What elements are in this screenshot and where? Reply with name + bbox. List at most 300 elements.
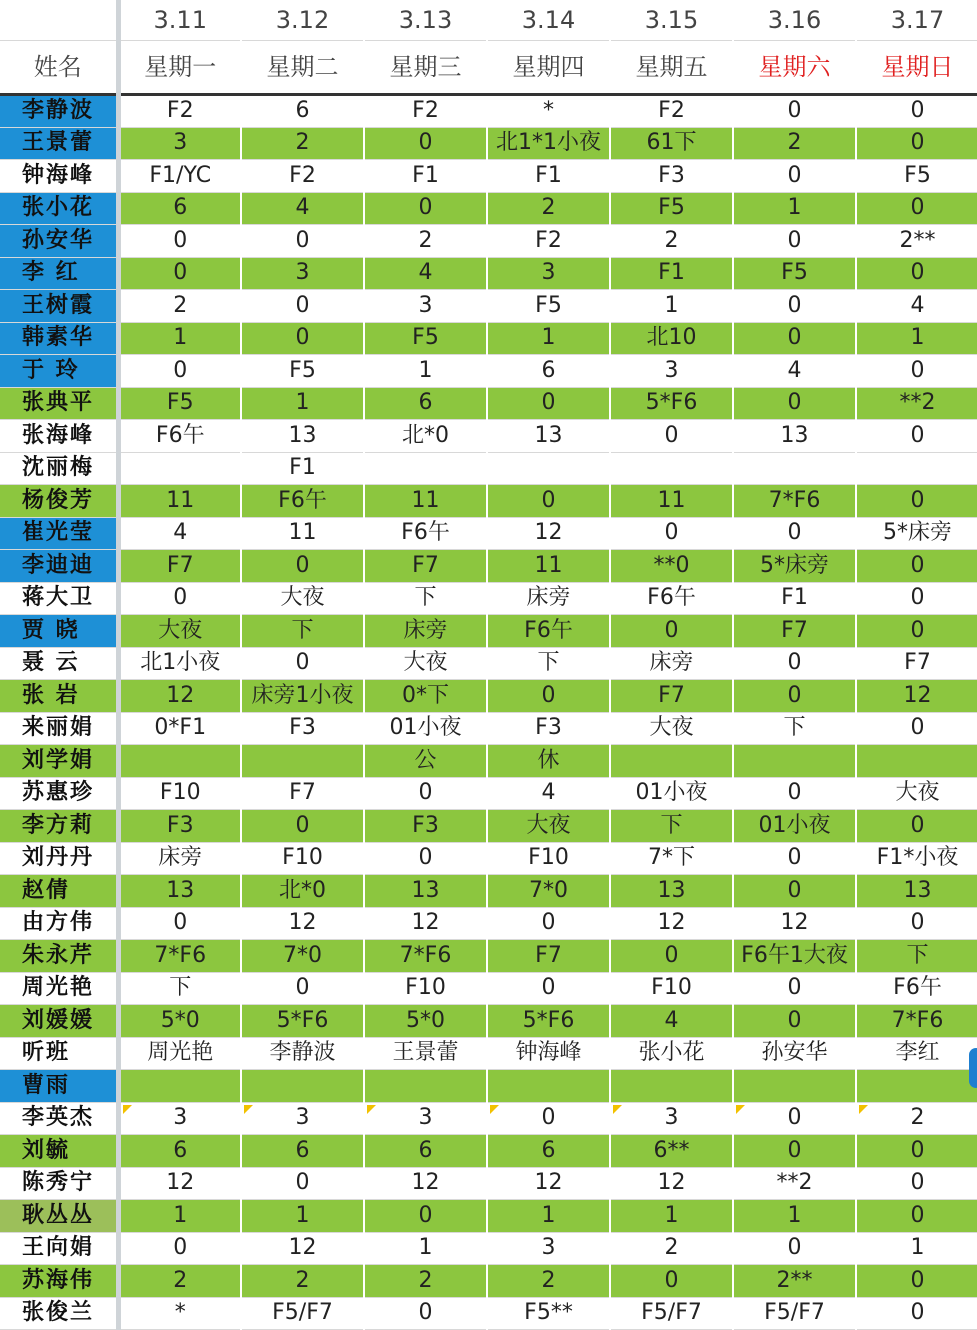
shift-cell[interactable] xyxy=(487,1005,610,1038)
shift-cell[interactable] xyxy=(118,777,241,810)
shift-cell[interactable] xyxy=(856,615,977,648)
shift-cell[interactable] xyxy=(610,485,733,518)
shift-cell[interactable] xyxy=(733,550,856,583)
shift-cell[interactable] xyxy=(241,517,364,550)
shift-cell[interactable] xyxy=(610,1070,733,1103)
date-header[interactable]: 3.14 xyxy=(487,0,610,41)
shift-cell[interactable] xyxy=(118,355,241,388)
shift-cell[interactable] xyxy=(118,907,241,940)
date-header[interactable]: 3.11 xyxy=(118,0,241,41)
shift-cell[interactable] xyxy=(364,1167,487,1200)
shift-cell[interactable] xyxy=(733,907,856,940)
shift-cell[interactable] xyxy=(364,517,487,550)
shift-cell[interactable] xyxy=(856,1297,977,1330)
shift-cell[interactable] xyxy=(733,615,856,648)
shift-cell[interactable] xyxy=(856,550,977,583)
shift-cell[interactable] xyxy=(118,1135,241,1168)
shift-cell[interactable] xyxy=(610,1135,733,1168)
shift-cell[interactable] xyxy=(241,1070,364,1103)
shift-cell[interactable] xyxy=(241,322,364,355)
staff-name-cell[interactable]: 李 红 xyxy=(0,257,118,290)
shift-cell[interactable] xyxy=(241,160,364,193)
shift-cell[interactable] xyxy=(364,647,487,680)
shift-cell[interactable] xyxy=(733,290,856,323)
shift-cell[interactable] xyxy=(118,842,241,875)
shift-cell[interactable] xyxy=(610,615,733,648)
comment-indicator-icon[interactable] xyxy=(736,1105,745,1114)
shift-cell[interactable] xyxy=(364,1200,487,1233)
shift-cell[interactable] xyxy=(241,777,364,810)
shift-cell[interactable] xyxy=(856,647,977,680)
shift-cell[interactable] xyxy=(610,875,733,908)
shift-cell[interactable] xyxy=(487,95,610,128)
shift-cell[interactable] xyxy=(733,160,856,193)
shift-cell[interactable] xyxy=(487,1265,610,1298)
shift-cell[interactable] xyxy=(364,322,487,355)
shift-cell[interactable] xyxy=(364,95,487,128)
shift-cell[interactable] xyxy=(733,257,856,290)
shift-cell[interactable] xyxy=(118,680,241,713)
shift-cell[interactable] xyxy=(487,1200,610,1233)
shift-cell[interactable] xyxy=(733,1037,856,1070)
shift-cell[interactable] xyxy=(487,290,610,323)
staff-name-cell[interactable]: 周光艳 xyxy=(0,972,118,1005)
shift-cell[interactable] xyxy=(733,95,856,128)
shift-cell[interactable] xyxy=(118,745,241,778)
shift-cell[interactable] xyxy=(856,777,977,810)
shift-cell[interactable] xyxy=(241,1135,364,1168)
shift-cell[interactable] xyxy=(610,680,733,713)
shift-cell[interactable] xyxy=(364,452,487,485)
shift-cell[interactable] xyxy=(118,1297,241,1330)
shift-cell[interactable] xyxy=(118,1200,241,1233)
shift-cell[interactable] xyxy=(733,810,856,843)
shift-cell[interactable] xyxy=(364,1135,487,1168)
shift-cell[interactable] xyxy=(241,680,364,713)
shift-cell[interactable] xyxy=(487,680,610,713)
shift-cell[interactable] xyxy=(733,127,856,160)
staff-name-cell[interactable]: 耿丛丛 xyxy=(0,1200,118,1233)
shift-cell[interactable] xyxy=(118,1102,241,1135)
staff-name-cell[interactable]: 杨俊芳 xyxy=(0,485,118,518)
shift-cell[interactable] xyxy=(487,452,610,485)
shift-cell[interactable] xyxy=(364,810,487,843)
shift-cell[interactable] xyxy=(487,745,610,778)
weekday-header-sunday[interactable]: 星期日 xyxy=(856,41,977,95)
shift-cell[interactable] xyxy=(241,1167,364,1200)
shift-cell[interactable] xyxy=(364,615,487,648)
weekday-header[interactable]: 星期五 xyxy=(610,41,733,95)
date-header[interactable]: 3.17 xyxy=(856,0,977,41)
shift-cell[interactable] xyxy=(118,257,241,290)
shift-cell[interactable] xyxy=(610,452,733,485)
shift-cell[interactable] xyxy=(118,127,241,160)
shift-cell[interactable] xyxy=(733,1232,856,1265)
shift-cell[interactable] xyxy=(733,1200,856,1233)
shift-cell[interactable] xyxy=(364,875,487,908)
shift-cell[interactable] xyxy=(364,582,487,615)
staff-name-cell[interactable]: 赵倩 xyxy=(0,875,118,908)
staff-name-cell[interactable]: 崔光莹 xyxy=(0,517,118,550)
shift-cell[interactable] xyxy=(241,257,364,290)
shift-cell[interactable] xyxy=(610,290,733,323)
shift-cell[interactable] xyxy=(487,160,610,193)
shift-cell[interactable] xyxy=(487,582,610,615)
shift-cell[interactable] xyxy=(487,712,610,745)
shift-cell[interactable] xyxy=(733,972,856,1005)
shift-cell[interactable] xyxy=(241,225,364,258)
shift-cell[interactable] xyxy=(610,387,733,420)
staff-name-cell[interactable]: 王向娟 xyxy=(0,1232,118,1265)
shift-cell[interactable] xyxy=(364,160,487,193)
shift-cell[interactable] xyxy=(856,95,977,128)
shift-cell[interactable] xyxy=(733,387,856,420)
shift-cell[interactable] xyxy=(118,225,241,258)
shift-cell[interactable] xyxy=(241,745,364,778)
shift-cell[interactable] xyxy=(610,712,733,745)
shift-cell[interactable] xyxy=(364,420,487,453)
shift-cell[interactable] xyxy=(241,615,364,648)
staff-name-cell[interactable]: 听班 xyxy=(0,1037,118,1070)
shift-cell[interactable] xyxy=(610,1297,733,1330)
staff-name-cell[interactable]: 蒋大卫 xyxy=(0,582,118,615)
shift-cell[interactable] xyxy=(487,842,610,875)
staff-name-cell[interactable]: 韩素华 xyxy=(0,322,118,355)
staff-name-cell[interactable]: 张俊兰 xyxy=(0,1297,118,1330)
shift-cell[interactable] xyxy=(118,940,241,973)
shift-cell[interactable] xyxy=(610,192,733,225)
shift-cell[interactable] xyxy=(856,1102,977,1135)
shift-cell[interactable] xyxy=(241,95,364,128)
shift-cell[interactable] xyxy=(487,810,610,843)
staff-name-cell[interactable]: 张典平 xyxy=(0,387,118,420)
shift-cell[interactable] xyxy=(856,355,977,388)
shift-cell[interactable] xyxy=(364,192,487,225)
shift-cell[interactable] xyxy=(856,972,977,1005)
shift-cell[interactable] xyxy=(856,842,977,875)
shift-cell[interactable] xyxy=(364,745,487,778)
staff-name-cell[interactable]: 刘丹丹 xyxy=(0,842,118,875)
shift-cell[interactable] xyxy=(856,875,977,908)
shift-cell[interactable] xyxy=(733,1005,856,1038)
staff-name-cell[interactable]: 朱永芹 xyxy=(0,940,118,973)
shift-cell[interactable] xyxy=(856,680,977,713)
shift-cell[interactable] xyxy=(241,1005,364,1038)
shift-cell[interactable] xyxy=(118,387,241,420)
shift-cell[interactable] xyxy=(118,517,241,550)
shift-cell[interactable] xyxy=(856,1200,977,1233)
staff-name-cell[interactable]: 贾 晓 xyxy=(0,615,118,648)
shift-cell[interactable] xyxy=(487,1297,610,1330)
staff-name-cell[interactable]: 曹雨 xyxy=(0,1070,118,1103)
shift-cell[interactable] xyxy=(856,192,977,225)
shift-cell[interactable] xyxy=(733,842,856,875)
staff-name-cell[interactable]: 张海峰 xyxy=(0,420,118,453)
shift-cell[interactable] xyxy=(487,647,610,680)
shift-cell[interactable] xyxy=(118,615,241,648)
shift-cell[interactable] xyxy=(487,257,610,290)
shift-cell[interactable] xyxy=(118,1070,241,1103)
shift-cell[interactable] xyxy=(118,1232,241,1265)
shift-cell[interactable] xyxy=(733,1297,856,1330)
shift-cell[interactable] xyxy=(118,1265,241,1298)
shift-cell[interactable] xyxy=(487,1070,610,1103)
shift-cell[interactable] xyxy=(364,1070,487,1103)
shift-cell[interactable] xyxy=(856,485,977,518)
staff-name-cell[interactable]: 刘媛媛 xyxy=(0,1005,118,1038)
shift-cell[interactable] xyxy=(856,1005,977,1038)
shift-cell[interactable] xyxy=(487,550,610,583)
shift-cell[interactable] xyxy=(733,712,856,745)
shift-cell[interactable] xyxy=(364,485,487,518)
shift-cell[interactable] xyxy=(364,1265,487,1298)
shift-cell[interactable] xyxy=(241,387,364,420)
shift-cell[interactable] xyxy=(610,940,733,973)
shift-cell[interactable] xyxy=(364,680,487,713)
shift-cell[interactable] xyxy=(610,1200,733,1233)
shift-cell[interactable] xyxy=(610,842,733,875)
staff-name-cell[interactable]: 李静波 xyxy=(0,95,118,128)
shift-cell[interactable] xyxy=(487,517,610,550)
shift-cell[interactable] xyxy=(610,1102,733,1135)
shift-cell[interactable] xyxy=(487,1232,610,1265)
weekday-header[interactable]: 星期三 xyxy=(364,41,487,95)
shift-cell[interactable] xyxy=(610,1265,733,1298)
shift-cell[interactable] xyxy=(241,485,364,518)
shift-cell[interactable] xyxy=(487,225,610,258)
shift-cell[interactable] xyxy=(610,647,733,680)
shift-cell[interactable] xyxy=(241,712,364,745)
shift-cell[interactable] xyxy=(856,907,977,940)
weekday-header[interactable]: 星期四 xyxy=(487,41,610,95)
shift-cell[interactable] xyxy=(118,485,241,518)
staff-name-cell[interactable]: 李迪迪 xyxy=(0,550,118,583)
shift-cell[interactable] xyxy=(856,452,977,485)
shift-cell[interactable] xyxy=(241,192,364,225)
shift-cell[interactable] xyxy=(241,972,364,1005)
shift-cell[interactable] xyxy=(118,322,241,355)
staff-name-cell[interactable]: 王景蕾 xyxy=(0,127,118,160)
shift-cell[interactable] xyxy=(856,290,977,323)
staff-name-cell[interactable]: 李方莉 xyxy=(0,810,118,843)
shift-cell[interactable] xyxy=(856,1135,977,1168)
comment-indicator-icon[interactable] xyxy=(123,1105,132,1114)
shift-cell[interactable] xyxy=(733,485,856,518)
shift-cell[interactable] xyxy=(364,1102,487,1135)
shift-cell[interactable] xyxy=(487,420,610,453)
shift-cell[interactable] xyxy=(364,1297,487,1330)
shift-cell[interactable] xyxy=(856,810,977,843)
shift-cell[interactable] xyxy=(733,517,856,550)
staff-name-cell[interactable]: 苏惠珍 xyxy=(0,777,118,810)
shift-cell[interactable] xyxy=(733,1135,856,1168)
shift-cell[interactable] xyxy=(733,1070,856,1103)
shift-cell[interactable] xyxy=(610,517,733,550)
date-header[interactable]: 3.13 xyxy=(364,0,487,41)
shift-cell[interactable] xyxy=(241,1037,364,1070)
staff-name-cell[interactable]: 王树霞 xyxy=(0,290,118,323)
shift-cell[interactable] xyxy=(856,1037,977,1070)
shift-cell[interactable] xyxy=(118,1037,241,1070)
shift-cell[interactable] xyxy=(610,550,733,583)
shift-cell[interactable] xyxy=(487,1167,610,1200)
shift-cell[interactable] xyxy=(610,355,733,388)
shift-cell[interactable] xyxy=(610,972,733,1005)
shift-cell[interactable] xyxy=(364,550,487,583)
shift-cell[interactable] xyxy=(733,777,856,810)
shift-cell[interactable] xyxy=(241,582,364,615)
shift-cell[interactable] xyxy=(856,1070,977,1103)
shift-cell[interactable] xyxy=(364,1232,487,1265)
shift-cell[interactable] xyxy=(241,875,364,908)
staff-name-cell[interactable]: 聂 云 xyxy=(0,647,118,680)
weekday-header[interactable]: 星期二 xyxy=(241,41,364,95)
comment-indicator-icon[interactable] xyxy=(859,1105,868,1114)
shift-cell[interactable] xyxy=(856,160,977,193)
shift-cell[interactable] xyxy=(118,160,241,193)
shift-cell[interactable] xyxy=(856,322,977,355)
shift-cell[interactable] xyxy=(610,1005,733,1038)
staff-name-cell[interactable]: 苏海伟 xyxy=(0,1265,118,1298)
shift-cell[interactable] xyxy=(856,225,977,258)
shift-cell[interactable] xyxy=(856,940,977,973)
shift-cell[interactable] xyxy=(241,420,364,453)
shift-cell[interactable] xyxy=(241,647,364,680)
shift-cell[interactable] xyxy=(856,387,977,420)
shift-cell[interactable] xyxy=(733,582,856,615)
shift-cell[interactable] xyxy=(118,972,241,1005)
shift-cell[interactable] xyxy=(733,452,856,485)
shift-cell[interactable] xyxy=(610,1037,733,1070)
shift-cell[interactable] xyxy=(118,810,241,843)
shift-cell[interactable] xyxy=(610,225,733,258)
shift-cell[interactable] xyxy=(610,322,733,355)
shift-cell[interactable] xyxy=(487,355,610,388)
shift-cell[interactable] xyxy=(733,420,856,453)
staff-name-cell[interactable]: 于 玲 xyxy=(0,355,118,388)
shift-cell[interactable] xyxy=(241,1232,364,1265)
date-header[interactable]: 3.12 xyxy=(241,0,364,41)
staff-name-cell[interactable]: 来丽娟 xyxy=(0,712,118,745)
staff-name-cell[interactable]: 陈秀宁 xyxy=(0,1167,118,1200)
shift-cell[interactable] xyxy=(610,745,733,778)
staff-name-cell[interactable]: 刘学娟 xyxy=(0,745,118,778)
shift-cell[interactable] xyxy=(487,322,610,355)
shift-cell[interactable] xyxy=(487,907,610,940)
comment-indicator-icon[interactable] xyxy=(490,1105,499,1114)
shift-cell[interactable] xyxy=(610,127,733,160)
shift-cell[interactable] xyxy=(487,777,610,810)
shift-cell[interactable] xyxy=(487,192,610,225)
shift-cell[interactable] xyxy=(487,127,610,160)
shift-cell[interactable] xyxy=(241,290,364,323)
staff-name-cell[interactable]: 孙安华 xyxy=(0,225,118,258)
comment-indicator-icon[interactable] xyxy=(613,1105,622,1114)
staff-name-cell[interactable]: 刘毓 xyxy=(0,1135,118,1168)
shift-cell[interactable] xyxy=(364,127,487,160)
shift-cell[interactable] xyxy=(610,810,733,843)
staff-name-cell[interactable]: 钟海峰 xyxy=(0,160,118,193)
shift-cell[interactable] xyxy=(241,1297,364,1330)
shift-cell[interactable] xyxy=(487,615,610,648)
scrollbar-handle[interactable] xyxy=(969,1048,977,1088)
shift-cell[interactable] xyxy=(610,1167,733,1200)
shift-cell[interactable] xyxy=(610,95,733,128)
shift-cell[interactable] xyxy=(610,582,733,615)
shift-cell[interactable] xyxy=(733,875,856,908)
shift-cell[interactable] xyxy=(364,387,487,420)
shift-cell[interactable] xyxy=(118,95,241,128)
shift-cell[interactable] xyxy=(118,290,241,323)
shift-cell[interactable] xyxy=(241,842,364,875)
shift-cell[interactable] xyxy=(118,452,241,485)
shift-cell[interactable] xyxy=(733,192,856,225)
shift-cell[interactable] xyxy=(856,1265,977,1298)
shift-cell[interactable] xyxy=(364,940,487,973)
date-header[interactable]: 3.16 xyxy=(733,0,856,41)
shift-cell[interactable] xyxy=(487,1102,610,1135)
shift-cell[interactable] xyxy=(856,127,977,160)
shift-cell[interactable] xyxy=(118,192,241,225)
shift-cell[interactable] xyxy=(241,907,364,940)
shift-cell[interactable] xyxy=(364,842,487,875)
weekday-header-saturday[interactable]: 星期六 xyxy=(733,41,856,95)
shift-cell[interactable] xyxy=(733,1167,856,1200)
shift-cell[interactable] xyxy=(241,127,364,160)
shift-cell[interactable] xyxy=(118,712,241,745)
shift-cell[interactable] xyxy=(610,1232,733,1265)
comment-indicator-icon[interactable] xyxy=(367,1105,376,1114)
shift-cell[interactable] xyxy=(856,745,977,778)
shift-cell[interactable] xyxy=(118,550,241,583)
shift-cell[interactable] xyxy=(118,1005,241,1038)
shift-cell[interactable] xyxy=(733,1102,856,1135)
shift-cell[interactable] xyxy=(364,1037,487,1070)
shift-cell[interactable] xyxy=(856,712,977,745)
shift-cell[interactable] xyxy=(856,1167,977,1200)
shift-cell[interactable] xyxy=(487,972,610,1005)
shift-cell[interactable] xyxy=(118,582,241,615)
shift-cell[interactable] xyxy=(364,355,487,388)
staff-name-cell[interactable]: 由方伟 xyxy=(0,907,118,940)
shift-cell[interactable] xyxy=(364,777,487,810)
staff-name-cell[interactable]: 张 岩 xyxy=(0,680,118,713)
shift-cell[interactable] xyxy=(856,582,977,615)
shift-cell[interactable] xyxy=(241,1102,364,1135)
shift-cell[interactable] xyxy=(733,322,856,355)
date-header[interactable]: 3.15 xyxy=(610,0,733,41)
shift-cell[interactable] xyxy=(856,257,977,290)
name-column-header[interactable]: 姓名 xyxy=(0,41,118,95)
staff-name-cell[interactable]: 李英杰 xyxy=(0,1102,118,1135)
shift-cell[interactable] xyxy=(364,907,487,940)
shift-cell[interactable] xyxy=(118,875,241,908)
shift-cell[interactable] xyxy=(487,940,610,973)
shift-cell[interactable] xyxy=(241,355,364,388)
comment-indicator-icon[interactable] xyxy=(244,1105,253,1114)
shift-cell[interactable] xyxy=(241,1200,364,1233)
shift-cell[interactable] xyxy=(610,907,733,940)
shift-cell[interactable] xyxy=(241,452,364,485)
staff-name-cell[interactable]: 沈丽梅 xyxy=(0,452,118,485)
shift-cell[interactable] xyxy=(610,160,733,193)
shift-cell[interactable] xyxy=(856,517,977,550)
weekday-header[interactable]: 星期一 xyxy=(118,41,241,95)
shift-cell[interactable] xyxy=(487,1037,610,1070)
shift-cell[interactable] xyxy=(610,777,733,810)
shift-cell[interactable] xyxy=(733,745,856,778)
shift-cell[interactable] xyxy=(733,225,856,258)
